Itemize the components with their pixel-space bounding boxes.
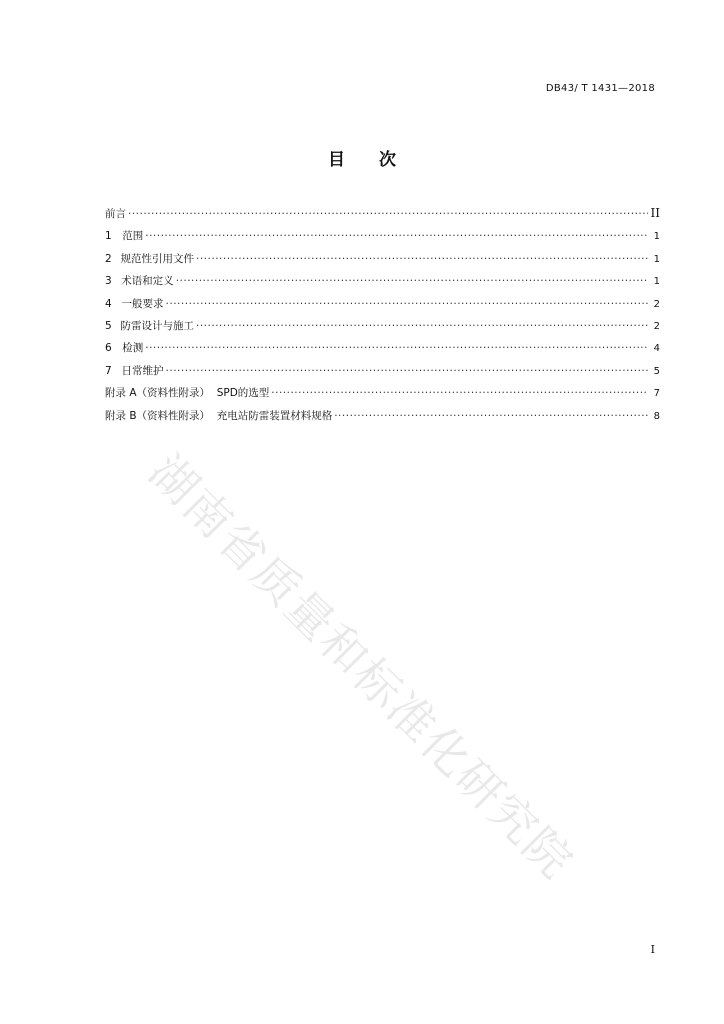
- toc-leader-dots: [166, 365, 648, 377]
- toc-entry-label: 一般要求: [121, 297, 164, 310]
- toc-entry-number: 1: [105, 230, 112, 243]
- toc-entry-label: 日常维护: [121, 364, 164, 377]
- toc-entry-page: 7: [653, 388, 660, 400]
- toc-entry-page: 2: [653, 320, 660, 332]
- toc-leader-dots: [271, 387, 648, 399]
- toc-entry-label: 附录 B（资料性附录） 充电站防雷装置材料规格: [105, 409, 333, 422]
- toc-leader-dots: [176, 275, 648, 287]
- toc-entry-number: 2: [105, 252, 112, 265]
- toc-leader-dots: [334, 410, 648, 422]
- toc-entry-label: 检测: [122, 342, 144, 355]
- toc-entry-page: 5: [653, 365, 660, 377]
- toc-leader-dots: [196, 320, 648, 332]
- toc-entry-number: 4: [105, 297, 112, 310]
- toc-entry-number: 3: [105, 275, 112, 288]
- toc-leader-dots: [145, 342, 648, 354]
- toc-entry-number: 5: [105, 319, 112, 332]
- toc-entry-page: II: [650, 206, 660, 220]
- toc-leader-dots: [196, 253, 648, 265]
- toc-entry-label: 规范性引用文件: [120, 252, 194, 265]
- toc-leader-dots: [166, 298, 648, 310]
- toc-entry-page: 1: [653, 231, 660, 243]
- toc-entry-label: 防雷设计与施工: [120, 319, 194, 332]
- toc-entry-page: 4: [653, 343, 660, 355]
- toc-entry-foreword[interactable]: [105, 206, 660, 228]
- toc-entry-design-construction[interactable]: [105, 318, 660, 340]
- toc-entry-label: 范围: [122, 230, 144, 243]
- toc-entry-page: 8: [653, 410, 660, 422]
- toc-title: 目次: [328, 150, 430, 170]
- toc-entry-terms-definitions[interactable]: [105, 273, 660, 295]
- toc-entry-normative-references[interactable]: [105, 251, 660, 273]
- toc-entry-label: 附录 A（资料性附录） SPD的选型: [105, 387, 270, 400]
- toc-entry-general-requirements[interactable]: [105, 296, 660, 318]
- toc-entry-maintenance[interactable]: [105, 363, 660, 385]
- toc-entry-page: 2: [653, 298, 660, 310]
- toc-entry-label: 术语和定义: [121, 275, 174, 288]
- toc-entry-number: 6: [105, 342, 112, 355]
- toc-entry-label: 前言: [105, 208, 126, 220]
- table-of-contents: [105, 206, 660, 430]
- toc-entry-scope[interactable]: [105, 228, 660, 250]
- toc-entry-appendix-b[interactable]: [105, 408, 660, 430]
- toc-entry-page: 1: [653, 253, 660, 265]
- page-number: I: [650, 943, 655, 956]
- toc-entry-appendix-a[interactable]: [105, 385, 660, 407]
- watermark: 湖南省质量和标准化研究院: [138, 444, 585, 890]
- toc-entry-page: 1: [653, 276, 660, 288]
- toc-leader-dots: [145, 230, 648, 242]
- toc-entry-inspection[interactable]: [105, 340, 660, 362]
- standard-number: DB43/ T 1431—2018: [545, 83, 655, 94]
- toc-entry-number: 7: [105, 364, 112, 377]
- toc-leader-dots: [128, 208, 648, 220]
